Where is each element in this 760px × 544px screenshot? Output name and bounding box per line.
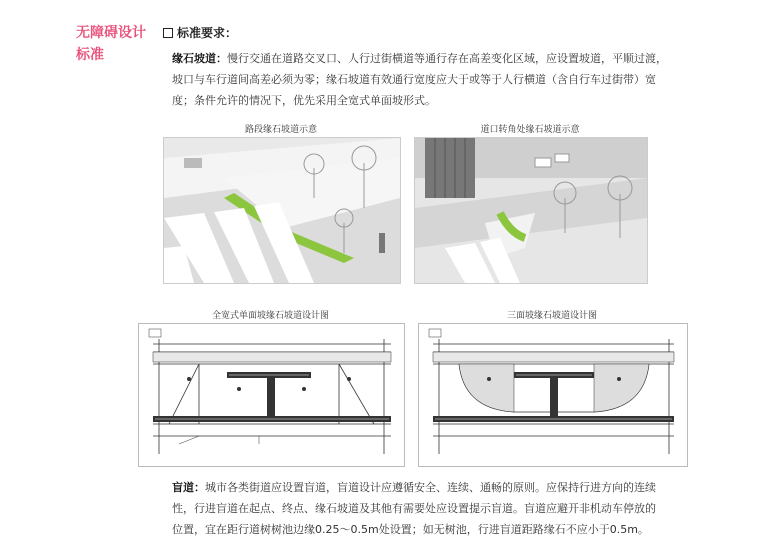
side-title-line-2: 标准	[76, 47, 104, 63]
curb-ramp-line-3: 度；条件允许的情况下，优先采用全宽式单面坡形式。	[172, 94, 436, 107]
photo-corner-ramp	[414, 137, 648, 284]
curb-ramp-label: 缘石坡道：	[172, 52, 227, 65]
drawing-three-slope-ramp	[418, 323, 688, 467]
curb-ramp-line-2: 坡口与车行道间高差必须为零；缘石坡道有效通行宽度应大于或等于人行横道（含自行车过街带）宽	[172, 73, 656, 86]
photo-right-caption: 道口转角处缘石坡道示意	[480, 125, 580, 135]
photo-road-segment-ramp	[163, 137, 401, 284]
section-header	[163, 24, 237, 41]
tactile-label: 盲道：	[172, 481, 205, 494]
curb-ramp-paragraph	[172, 48, 692, 111]
photo-left-caption: 路段缘石坡道示意	[244, 125, 317, 135]
drawing-left-caption: 全宽式单面坡缘石坡道设计图	[211, 311, 329, 321]
side-title-line-1: 无障碍设计	[76, 25, 146, 41]
drawing-right-caption: 三面坡缘石坡道设计图	[506, 311, 597, 321]
section-header-text: 标准要求：	[177, 26, 238, 40]
checkbox-square-icon	[163, 28, 173, 38]
side-title	[76, 22, 156, 66]
tactile-line-2: 性，行进盲道在起点、终点、缘石坡道及其他有需要处应设置提示盲道。盲道应避开非机动车停放的	[172, 502, 656, 515]
drawing-full-width-ramp	[138, 323, 405, 467]
tactile-paragraph	[172, 477, 692, 540]
tactile-line-1: 盲道：城市各类街道应设置盲道，盲道设计应遵循安全、连续、通畅的原则。应保持行进方向的连续	[172, 481, 656, 494]
tactile-line-3: 位置，宜在距行道树树池边缘0.25～0.5m处设置；如无树池，行进盲道距路缘石不应小于0.5m。	[172, 523, 649, 536]
curb-ramp-line-1: 缘石坡道：慢行交通在道路交叉口、人行过街横道等通行存在高差变化区域，应设置坡道，平顺过渡，	[172, 52, 667, 65]
